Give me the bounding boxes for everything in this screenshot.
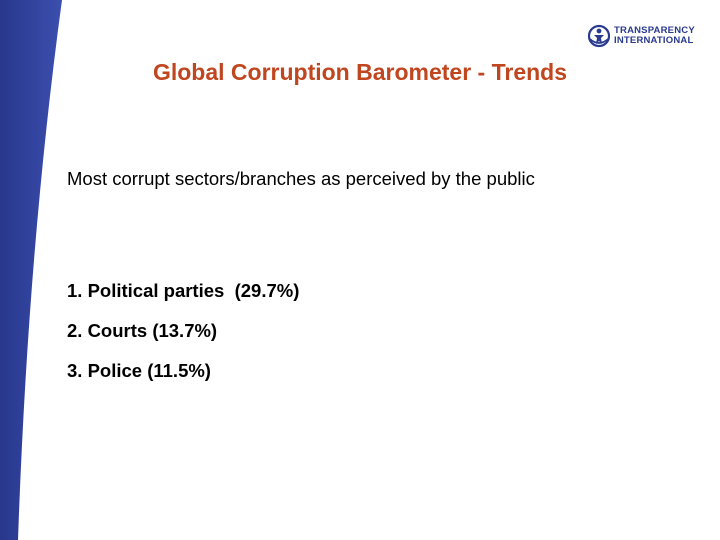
list-item-3: 3. Police (11.5%) [67, 360, 211, 381]
ranked-list [67, 271, 299, 391]
list-item-1: 1. Political parties (29.7%) [67, 280, 300, 301]
logo-line-2: INTERNATIONAL [614, 35, 694, 46]
transparency-international-logo [588, 24, 695, 48]
logo-line-1: TRANSPARENCY [614, 25, 695, 36]
logo-text [614, 26, 695, 46]
list-item-2: 2. Courts (13.7%) [67, 320, 218, 341]
intro-text: Most corrupt sectors/branches as perceived by the public [67, 168, 535, 189]
transparency-international-logo-icon [588, 24, 610, 48]
slide-title: Global Corruption Barometer - Trends [152, 59, 568, 85]
